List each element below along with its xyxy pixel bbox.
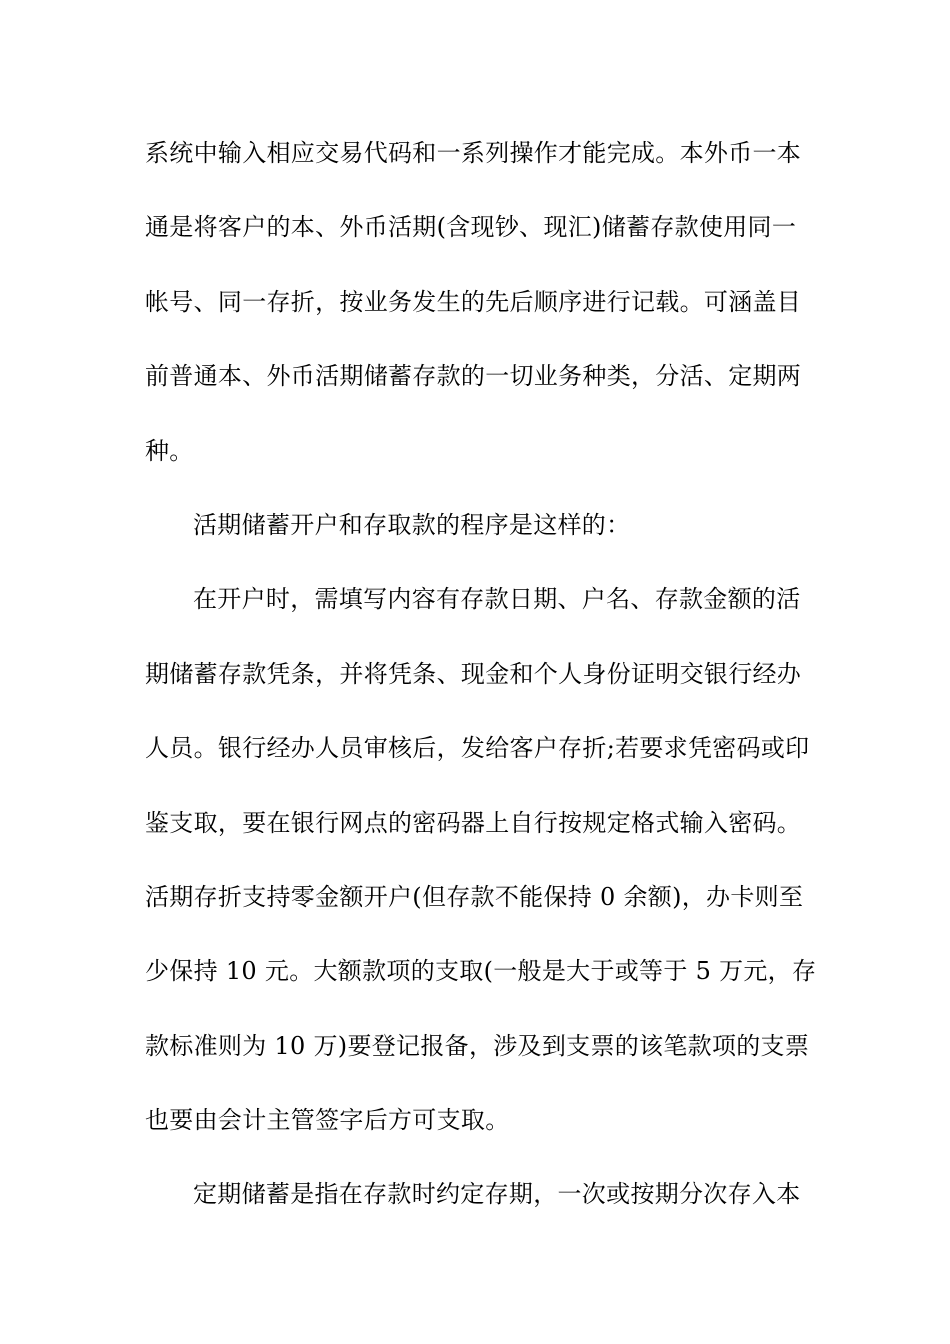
text-line: 人员。银行经办人员审核后，发给客户存折;若要求凭密码或印 <box>145 734 810 763</box>
text-line: 期储蓄存款凭条，并将凭条、现金和个人身份证明交银行经办 <box>145 659 802 688</box>
paragraph-start-line: 活期储蓄开户和存取款的程序是这样的： <box>193 510 631 539</box>
text-line: 也要由会计主管签字后方可支取。 <box>145 1106 510 1135</box>
paragraph-start-line: 定期储蓄是指在存款时约定存期，一次或按期分次存入本 <box>193 1180 801 1209</box>
text-line: 活期存折支持零金额开户(但存款不能保持 0 余额)，办卡则至 <box>145 882 804 911</box>
text-line: 帐号、同一存折，按业务发生的先后顺序进行记载。可涵盖目 <box>145 287 802 316</box>
text-line: 少保持 10 元。大额款项的支取(一般是大于或等于 5 万元，存 <box>145 957 817 986</box>
text-line: 系统中输入相应交易代码和一系列操作才能完成。本外币一本 <box>145 139 802 167</box>
text-line: 通是将客户的本、外币活期(含现钞、现汇)储蓄存款使用同一 <box>145 213 797 242</box>
text-line: 款标准则为 10 万)要登记报备，涉及到支票的该笔款项的支票 <box>145 1031 810 1060</box>
text-line: 前普通本、外币活期储蓄存款的一切业务种类，分活、定期两 <box>145 362 802 391</box>
text-line: 种。 <box>145 436 194 465</box>
text-line: 鉴支取，要在银行网点的密码器上自行按规定格式输入密码。 <box>145 808 802 837</box>
paragraph-start-line: 在开户时，需填写内容有存款日期、户名、存款金额的活 <box>193 585 801 614</box>
body-text <box>145 130 817 1246</box>
